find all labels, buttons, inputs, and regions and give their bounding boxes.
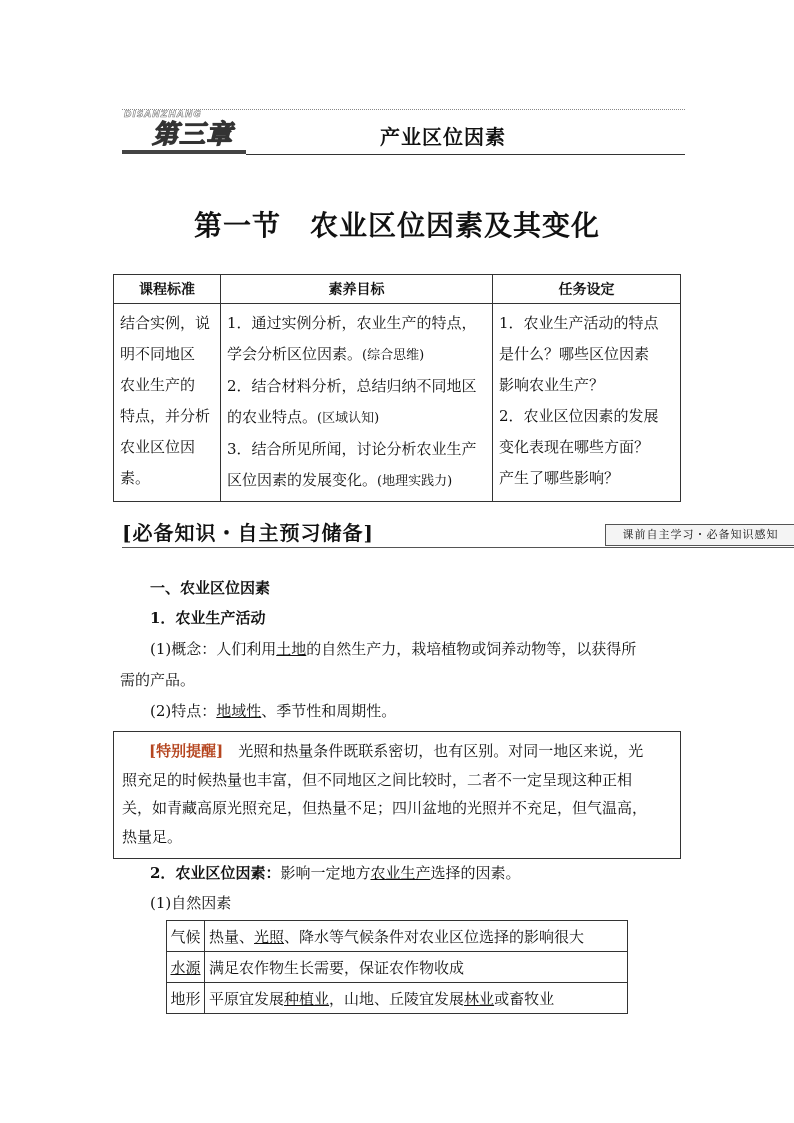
cell-line: 农业生产的	[120, 376, 196, 394]
literacy-tag: (区域认知)	[317, 411, 380, 426]
cell-line: 区位因素的发展变化。(地理实践力)	[227, 471, 453, 489]
cell-line: 特点，并分析	[120, 407, 211, 425]
standards-table	[113, 274, 681, 502]
answer-blank: 地域性	[216, 702, 262, 720]
factor-key: 气候	[167, 921, 205, 952]
cell-line: 产生了哪些影响？	[499, 469, 620, 487]
factor-value: 热量、光照、降水等气候条件对农业区位选择的影响很大	[205, 921, 628, 952]
chapter-title: 产业区位因素	[380, 125, 506, 149]
answer-blank: 光照	[254, 927, 285, 946]
table-row	[167, 921, 628, 952]
cell-line: 素。	[120, 469, 151, 487]
cell-line: 的农业特点。(区域认知)	[227, 408, 380, 426]
heading-level2: 1．农业生产活动	[150, 609, 266, 627]
header-rule	[246, 154, 685, 155]
column-header: 任务设定	[493, 275, 681, 304]
literacy-tag: (地理实践力)	[377, 474, 453, 489]
section-banner-title: [必备知识・自主预习储备]	[122, 521, 374, 545]
chapter-bar	[122, 150, 246, 154]
answer-blank: 林业	[464, 989, 495, 1008]
cell-line: 2．农业区位因素的发展	[499, 407, 659, 425]
note-line: [特别提醒] 光照和热量条件既联系密切，也有区别。对同一地区来说，光	[149, 742, 644, 760]
answer-blank: 种植业	[284, 989, 330, 1008]
heading-level1: 一、农业区位因素	[150, 579, 271, 597]
feature-paragraph: (2)特点：地域性、季节性和周期性。	[150, 702, 397, 720]
answer-blank: 农业生产	[370, 864, 431, 882]
cell-line: 影响农业生产？	[499, 376, 605, 394]
cell-line: 农业区位因	[120, 438, 196, 456]
cell-line: 变化表现在哪些方面？	[499, 438, 650, 456]
section-title: 第一节 农业区位因素及其变化	[193, 209, 600, 242]
goals-cell	[221, 304, 493, 502]
cell-line: 结合实例，说	[120, 314, 211, 332]
note-line: 照充足的时候热量也丰富，但不同地区之间比较时，二者不一定呈现这种正相	[122, 771, 633, 789]
note-line: 关，如青藏高原光照充足，但热量不足；四川盆地的光照并不充足，但气温高，	[122, 799, 648, 817]
chapter-pinyin: DISANZHANG	[124, 110, 202, 120]
cell-line: 明不同地区	[120, 345, 196, 363]
cell-line: 1．农业生产活动的特点	[499, 314, 659, 332]
natural-factors-table	[166, 920, 628, 1014]
table-row	[167, 983, 628, 1014]
cell-line: 1．通过实例分析，农业生产的特点，	[227, 314, 477, 332]
answer-blank: 土地	[276, 640, 307, 658]
factor-value: 满足农作物生长需要，保证农作物收成	[205, 952, 628, 983]
natural-factors-heading: (1)自然因素	[150, 894, 232, 912]
special-reminder-box	[113, 731, 681, 859]
factor-key: 地形	[167, 983, 205, 1014]
curriculum-cell	[114, 304, 221, 502]
cell-line: 3．结合所见所闻，讨论分析农业生产	[227, 440, 477, 458]
literacy-tag: (综合思维)	[362, 348, 425, 363]
factor-value: 平原宜发展种植业，山地、丘陵宜发展林业或畜牧业	[205, 983, 628, 1014]
note-line: 热量足。	[122, 828, 183, 846]
cell-line: 学会分析区位因素。(综合思维)	[227, 345, 425, 363]
banner-rule	[122, 547, 794, 548]
table-row	[167, 952, 628, 983]
cell-line: 是什么？哪些区位因素	[499, 345, 650, 363]
chapter-label: 第三章	[152, 120, 234, 150]
factor-definition: 2．农业区位因素：影响一定地方农业生产选择的因素。	[150, 864, 521, 882]
concept-paragraph-cont: 需的产品。	[120, 671, 196, 689]
standards-header-row	[114, 275, 681, 304]
concept-paragraph: (1)概念：人们利用土地的自然生产力，栽培植物或饲养动物等，以获得所	[150, 640, 637, 658]
factor-key: 水源	[167, 952, 205, 983]
cell-line: 2．结合材料分析，总结归纳不同地区	[227, 377, 477, 395]
tasks-cell	[493, 304, 681, 502]
column-header: 课程标准	[114, 275, 221, 304]
header-dotted-rule	[122, 109, 685, 110]
column-header: 素养目标	[221, 275, 493, 304]
standards-body-row	[114, 304, 681, 502]
banner-badge: 课前自主学习・必备知识感知	[605, 524, 794, 546]
reminder-tag: [特别提醒]	[149, 742, 224, 760]
